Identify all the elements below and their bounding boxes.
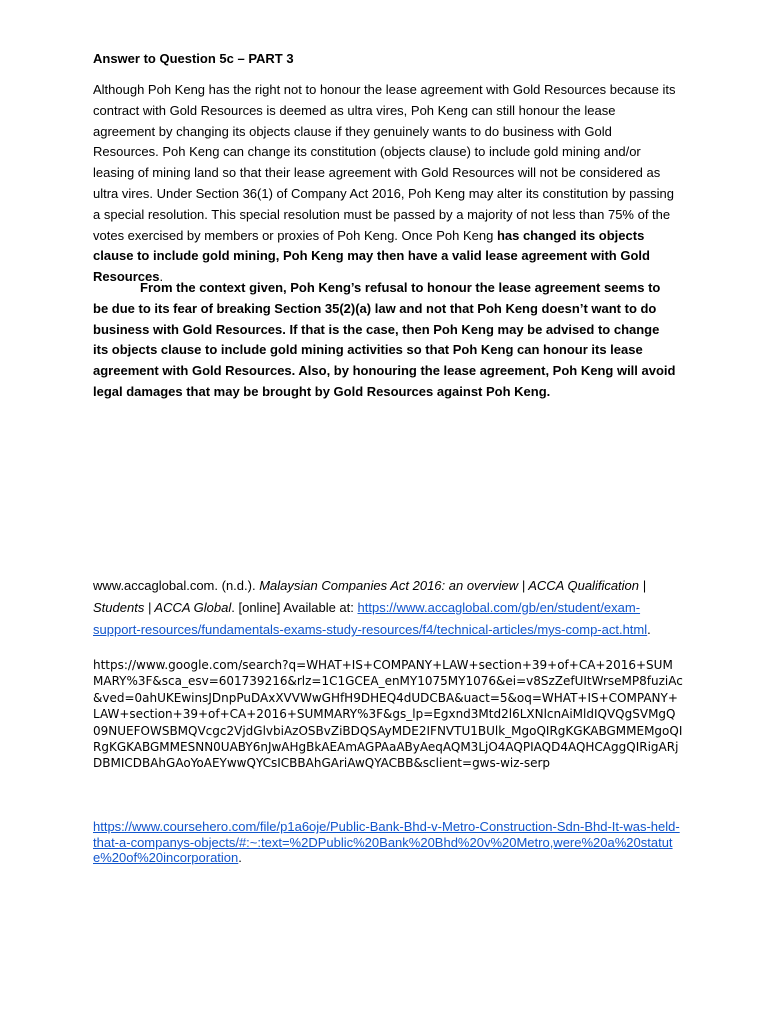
reference-coursehero-link[interactable]: https://www.coursehero.com/file/p1a6oje/Public-Bank-Bhd-v-Metro-Construction-Sdn-Bhd-It-was-held-that-a-companys-objects/#:~:text=%2DPublic%20Bank%20Bhd%20v%20Metro,were%20a%20statute%20of%20incorporation: [93, 819, 680, 865]
answer-heading: Answer to Question 5c – PART 3: [93, 51, 294, 66]
reference-acca-title: Malaysian Companies Act 2016: an overview | ACCA Qualification | Students | ACCA Global: [93, 578, 647, 615]
reference-coursehero: [93, 819, 681, 866]
paragraph-1-end: .: [159, 269, 164, 285]
paragraph-1-text: Although Poh Keng has the right not to honour the lease agreement with Gold Resources because its contract with Gold Resources is deemed as ultra vires, Poh Keng can still honour the lease agreement by changing its objects clause if they genuinely wants to do business with Gold Resources. Poh Keng can change its constitution (objects clause) to include gold mining and/or leasing of mining land so that their lease agreement with Gold Resources will not be considered as ultra vires. Under Section 36(1) of Company Act 2016, Poh Keng may alter its constitution by passing a special resolution. This special resolution must be passed by a majority of not less than 75% of the votes exercised by members or proxies of Poh Keng. Once Poh Keng: [93, 82, 676, 243]
reference-google-url: https://www.google.com/search?q=WHAT+IS+COMPANY+LAW+section+39+of+CA+2016+SUMMARY%3F&sca_esv=601739216&rlz=1C1GCEA_enMY1075MY1076&ei=v8SzZefUItWrseMP8fuziAc&ved=0ahUKEwinsJDnpPuDAxXVVWwGHfH9DHEQ4dUDCBA&uact=5&oq=WHAT+IS+COMPANY+LAW+section+39+of+CA+2016+SUMMARY%3F&gs_lp=Egxnd3Mtd2l6LXNlcnAiMldIQVQgSVMgQ09NUEFOWSBMQVcgc2VjdGlvbiAzOSBvZiBDQSAyMDE2IFNVTU1BUlk_MgoQIRgKGKABGMMEMgoQIRgKGKABGMMESNN0UABY6nJwAHgBkAEAmAGPAaAByAeqAQM3LjO4AQPIAQD4AQHCAggQIRigARjDBMICDBAhGAoYoAEYwwQYCsICBBAhGAriAwQYACBB&sclient=gws-wiz-serp: [93, 658, 683, 771]
paragraph-1-bold-text: has changed its objects clause to include gold mining, Poh Keng may then have a valid lease agreement with Gold Resources: [93, 227, 650, 285]
reference-acca-prefix: www.accaglobal.com. (n.d.).: [93, 578, 260, 593]
reference-coursehero-end: .: [238, 850, 242, 865]
paragraph-1: [93, 80, 677, 288]
reference-acca-middle: . [online] Available at:: [231, 600, 358, 615]
reference-acca-end: .: [647, 622, 651, 637]
paragraph-2: From the context given, Poh Keng’s refusal to honour the lease agreement seems to be due to its fear of breaking Section 35(2)(a) law and not that Poh Keng doesn’t want to do business with Gold Resources. If that is the case, then Poh Keng may be advised to change its objects clause to include gold mining activities so that Poh Keng can honour its lease agreement with Gold Resources. Also, by honouring the lease agreement, Poh Keng will avoid legal damages that may be brought by Gold Resources against Poh Keng.: [93, 280, 676, 399]
reference-acca-link[interactable]: https://www.accaglobal.com/gb/en/student/exam-support-resources/fundamentals-exams-study-resources/f4/technical-articles/mys-comp-act.html: [93, 600, 648, 637]
reference-acca: [93, 575, 677, 641]
